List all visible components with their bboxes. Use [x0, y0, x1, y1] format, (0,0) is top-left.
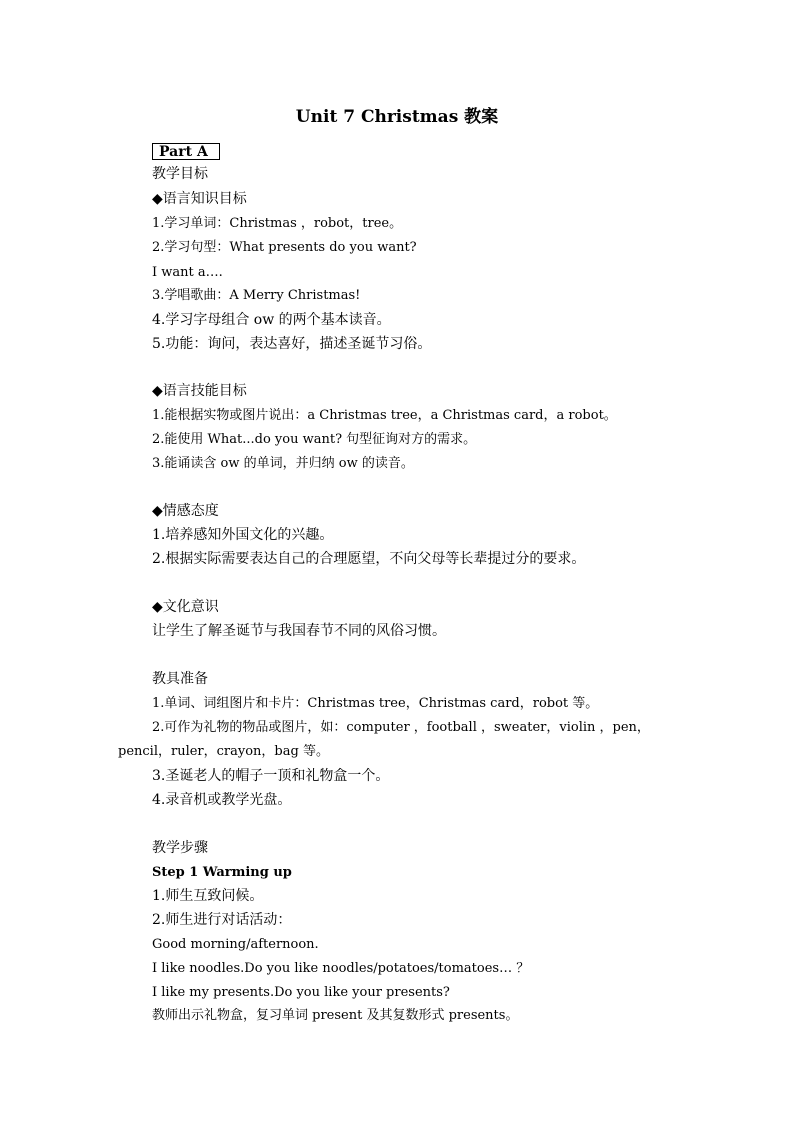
page-title: Unit 7 Christmas 教案: [295, 107, 499, 127]
text-line: 2.师生进行对话活动：: [152, 912, 292, 928]
text-line: pencil，ruler，crayon，bag 等。: [118, 744, 329, 759]
text-line: 1.培养感知外国文化的兴趣。: [152, 527, 334, 543]
subsection-heading: ◆情感态度: [152, 503, 219, 519]
text-line: 2.学习句型：What presents do you want?: [152, 240, 417, 255]
text-line: 让学生了解圣诞节与我国春节不同的风俗习惯。: [152, 623, 446, 639]
section-heading: 教学目标: [152, 166, 208, 182]
subsection-heading: ◆语言技能目标: [152, 383, 247, 399]
text-line: 教师出示礼物盒，复习单词 present 及其复数形式 presents。: [152, 1008, 519, 1023]
section-heading: 教学步骤: [152, 840, 208, 856]
subsection-heading: ◆文化意识: [152, 599, 219, 615]
text-line: 4.学习字母组合 ow 的两个基本读音。: [152, 312, 391, 328]
text-line: I want a….: [152, 265, 223, 280]
text-line: 2.可作为礼物的物品或图片，如：computer ，football ，sweater，violin ，pen，: [152, 720, 650, 735]
section-heading: 教具准备: [152, 671, 208, 687]
text-line: 2.根据实际需要表达自己的合理愿望，不向父母等长辈提过分的要求。: [152, 551, 586, 567]
text-line: 4.录音机或教学光盘。: [152, 792, 292, 808]
text-line: 3.能诵读含 ow 的单词，并归纳 ow 的读音。: [152, 456, 414, 471]
text-line: 1.能根据实物或图片说出：a Christmas tree，a Christmas card，a robot。: [152, 408, 617, 423]
text-line: 1.师生互致问候。: [152, 888, 264, 904]
part-label-box: Part A: [152, 143, 220, 160]
text-line: 3.圣诞老人的帽子一顶和礼物盒一个。: [152, 768, 390, 784]
step-heading: Step 1 Warming up: [152, 865, 292, 880]
text-line: 1.单词、词组图片和卡片：Christmas tree，Christmas card，robot 等。: [152, 696, 599, 711]
subsection-heading: ◆语言知识目标: [152, 191, 247, 207]
text-line: 2.能使用 What...do you want? 句型征询对方的需求。: [152, 432, 477, 447]
text-line: I like my presents.Do you like your presents?: [152, 985, 450, 1000]
text-line: I like noodles.Do you like noodles/potatoes/tomatoes… ？: [152, 961, 530, 976]
text-line: Good morning/afternoon.: [152, 937, 319, 952]
text-line: 3.学唱歌曲：A Merry Christmas!: [152, 288, 361, 303]
text-line: 5.功能：询问，表达喜好，描述圣诞节习俗。: [152, 336, 432, 352]
text-line: 1.学习单词：Christmas ，robot，tree。: [152, 216, 403, 231]
